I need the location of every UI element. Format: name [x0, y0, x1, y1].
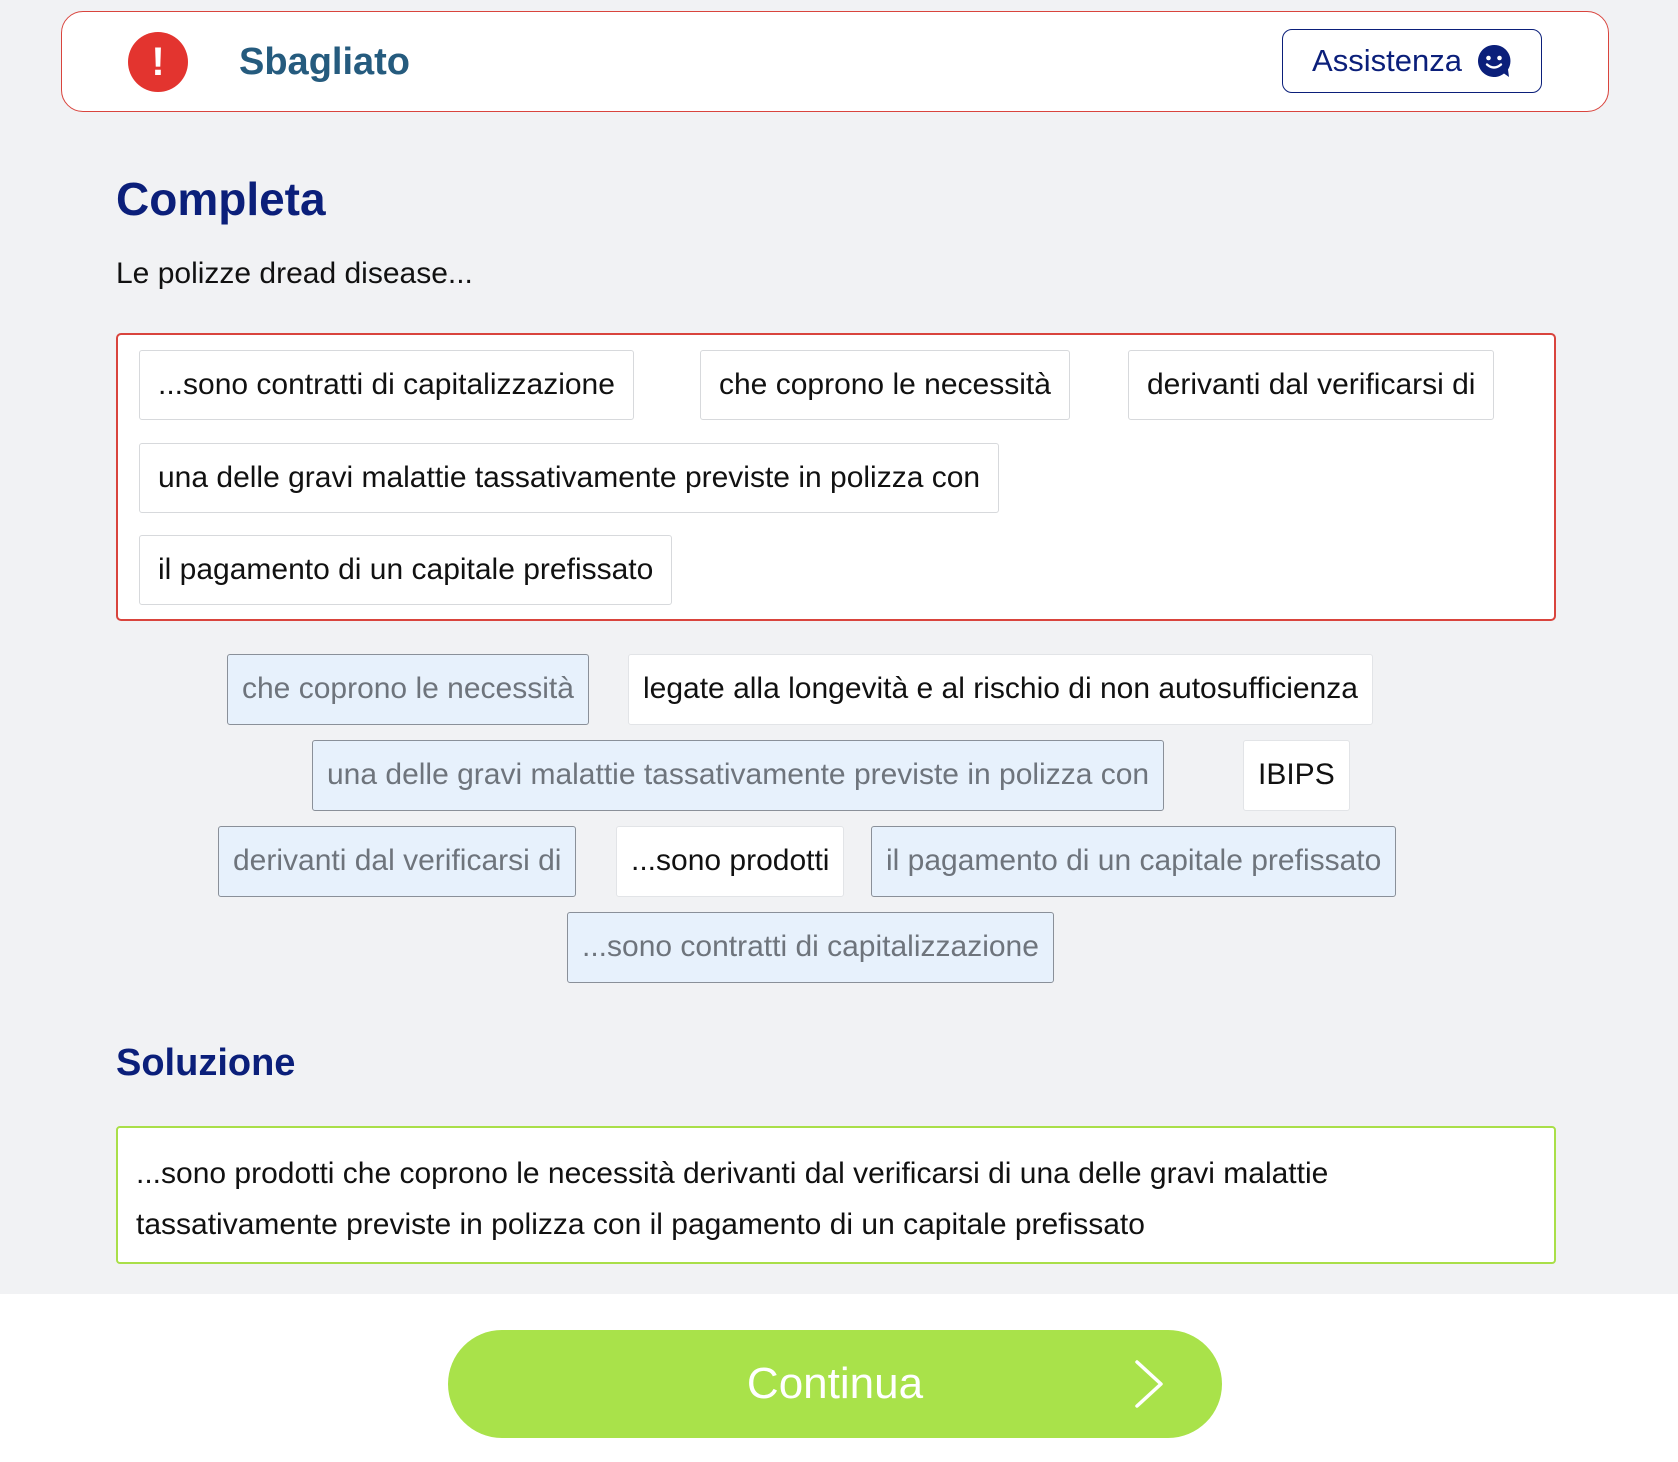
- word-bank-chip[interactable]: legate alla longevità e al rischio di non autosufficienza: [628, 654, 1373, 725]
- answer-chip[interactable]: una delle gravi malattie tassativamente previste in polizza con: [139, 443, 999, 513]
- error-icon: !: [128, 32, 188, 92]
- chevron-right-icon: [1134, 1360, 1164, 1408]
- chat-icon: [1476, 43, 1512, 79]
- word-bank-chip[interactable]: il pagamento di un capitale prefissato: [871, 826, 1396, 897]
- solution-box: [116, 1126, 1556, 1264]
- answer-chip[interactable]: il pagamento di un capitale prefissato: [139, 535, 672, 605]
- answer-box[interactable]: [116, 333, 1556, 621]
- word-bank-chip[interactable]: IBIPS: [1243, 740, 1350, 811]
- solution-title: Soluzione: [116, 1042, 296, 1084]
- exercise-title: Completa: [116, 173, 326, 225]
- word-bank-chip[interactable]: ...sono prodotti: [616, 826, 844, 897]
- answer-chip[interactable]: ...sono contratti di capitalizzazione: [139, 350, 634, 420]
- footer: [0, 1294, 1678, 1462]
- answer-chip[interactable]: derivanti dal verificarsi di: [1128, 350, 1494, 420]
- word-bank-chip[interactable]: una delle gravi malattie tassativamente previste in polizza con: [312, 740, 1164, 811]
- word-bank-chip[interactable]: derivanti dal verificarsi di: [218, 826, 576, 897]
- answer-chip[interactable]: che coprono le necessità: [700, 350, 1070, 420]
- continue-button-label: Continua: [746, 1359, 924, 1408]
- solution-line: tassativamente previste in polizza con il pagamento di un capitale prefissato: [136, 1208, 1145, 1241]
- word-bank-chip[interactable]: che coprono le necessità: [227, 654, 589, 725]
- status-title: Sbagliato: [239, 41, 411, 83]
- feedback-bar: [61, 11, 1609, 112]
- solution-line: ...sono prodotti che coprono le necessità derivanti dal verificarsi di una delle gravi malattie: [136, 1157, 1329, 1190]
- question-text: Le polizze dread disease...: [116, 257, 473, 290]
- help-button[interactable]: [1282, 29, 1542, 93]
- help-button-label: Assistenza: [1312, 43, 1462, 78]
- word-bank-chip[interactable]: ...sono contratti di capitalizzazione: [567, 912, 1054, 983]
- continue-button[interactable]: [448, 1330, 1222, 1438]
